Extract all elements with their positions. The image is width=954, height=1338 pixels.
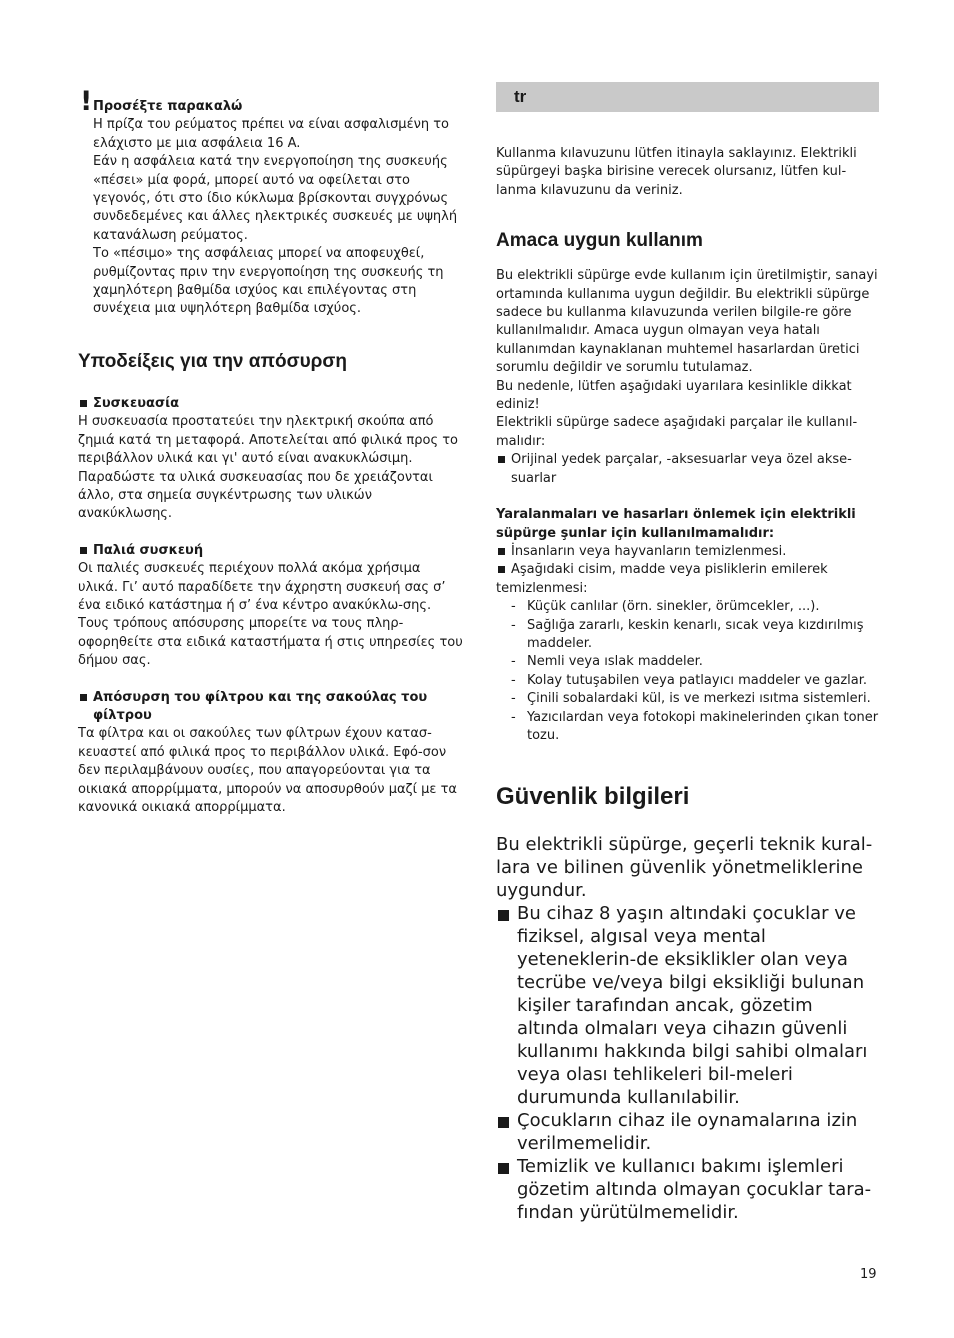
warning-block (78, 88, 463, 319)
square-bullet-icon (498, 1163, 509, 1174)
exclamation-icon: ! (80, 86, 93, 117)
list-item (496, 902, 879, 1109)
square-bullet-icon (498, 456, 505, 463)
list-item (496, 451, 879, 488)
right-column (496, 82, 879, 1224)
dash-item-text: Nemli veya ıslak maddeler. (527, 654, 703, 670)
dash-item: - Sağlığa zararlı, keskin kenarlı, sıcak veya kızdırılmış maddeler. (511, 617, 864, 651)
list-item (496, 1109, 879, 1155)
dash-item-text: Küçük canlılar (örn. sinekler, örümcekler, ...). (527, 599, 820, 615)
list-item (496, 561, 879, 598)
intended-use-paragraph: Bu nedenle, lütfen aşağıdaki uyarılara kesinlikle dikkat ediniz! (496, 378, 852, 413)
dash-item: - Yazıcılardan veya fotokopi makinelerinden çıkan toner tozu. (511, 709, 879, 743)
safety-bullet-text: Temizlik ve kullanıcı bakımı işlemleri gözetim altında olmayan çocuklar tara-fından yürütülmemelidir. (517, 1156, 872, 1224)
language-code: tr (514, 87, 527, 106)
dash-item: - Küçük canlılar (örn. sinekler, örümcekler, ...). (511, 599, 820, 615)
list-item (496, 1155, 879, 1224)
safety-intro: Bu elektrikli süpürge, geçerli teknik kural-lara ve bilinen güvenlik yönetmeliklerine uygundur. (496, 834, 873, 902)
dash-item-text: Çinili sobalardaki kül, is ve merkezi ısıtma sistemleri. (527, 691, 871, 707)
square-bullet-icon (498, 548, 505, 555)
dash-item-text: Kolay tutuşabilen veya patlayıcı maddeler ve gazlar. (527, 672, 868, 688)
page-number: 19 (860, 1267, 877, 1282)
warning-paragraph: Το «πέσιμο» της ασφάλειας μπορεί να αποφευχθεί, ρυθμίζοντας πριν την ενεργοποίηση της συσκευής τη χαμηλότερη βαθμίδα ισχύος και επιλέγοντας στη συνέχεια μια υψηλότερη βαθμίδα ισχύος. (93, 246, 444, 317)
square-bullet-icon (80, 400, 87, 407)
square-bullet-icon (80, 694, 87, 701)
disposal-item (78, 542, 463, 671)
disposal-heading: Υποδείξεις για την απόσυρση (78, 350, 348, 372)
safety-bullet-text: Bu cihaz 8 yaşın altındaki çocuklar ve fiziksel, algısal veya mental yeteneklerin-de eksiklikler olan veya tecrübe ve/veya bilgi eksikliği bulunan kişiler tarafından ancak, gözetim altında olmaları veya cihazın güvenli kullanımı hakkında bilgi sahibi olmaları veya olası tehlikeleri bil-meleri durumunda kullanılabilir. (517, 903, 868, 1109)
disposal-item-text: Τα φίλτρα και οι σακούλες των φίλτρων έχουν κατασ-κευαστεί από φιλικά προς το περιβάλλον υλικά. Εφό-σον δεν περιλαμβάνουν ουσίες, που απαγορεύονται για τα οικιακά απορρίμματα, μπορούν να αποσυρθούν μαζί με τα κανονικά οικιακά απορρίμματα. (78, 726, 457, 815)
dash-item: - Nemli veya ıslak maddeler. (511, 654, 703, 670)
safety-bullet-text: Çocukların cihaz ile oynamalarına izin verilmemelidir. (517, 1110, 858, 1155)
parts-bullet-text: Orijinal yedek parçalar, -aksesuarlar veya özel akse-suarlar (511, 452, 852, 486)
disposal-item-text: Οι παλιές συσκευές περιέχουν πολλά ακόμα χρήσιμα υλικά. Γι’ αυτό παραδίδετε την άχρηστη συσκευή σας σ’ ένα ειδικό κατάστημα ή σ’ ένα κέντρο ανακύκλω-σης. Τους τρόπους απόσυρσης μπορείτε να τους πληρ-οφορηθείτε στα ειδικά καταστήματα ή στις υπηρεσίες του δήμου σας. (78, 561, 463, 669)
disposal-item-text: Η συσκευασία προστατεύει την ηλεκτρική σκούπα από ζημιά κατά τη μεταφορά. Αποτελείται από φιλικά προς το περιβάλλον υλικά και γι' αυτό είναι ανακυκλώσιμη. Παραδώστε τα υλικά συσκευασίας που δε χρειάζονται άλλο, στα σημεία συγκέντρωσης των υλικών ανακύκλωσης. (78, 414, 459, 522)
intended-use-paragraph: Bu elektrikli süpürge evde kullanım için üretilmiştir, sanayi ortamında kullanıma uygun değildir. Bu elektrikli süpürge sadece bu kullanma kılavuzunda verilen bilgile-re göre kullanılmalıdır. Amaca uygun olmayan veya hatalı kullanımdan kaynaklanan muhtemel hasarlardan üretici sorumlu değildir ve sorumlu tutulamaz. (496, 268, 878, 376)
language-bar (496, 82, 879, 112)
safety-heading: Güvenlik bilgileri (496, 783, 690, 811)
warning-paragraph: Η πρίζα του ρεύματος πρέπει να είναι ασφαλισμένη το ελάχιστο με μια ασφάλεια 16 A. (93, 117, 450, 151)
intended-use-paragraph: Elektrikli süpürge sadece aşağıdaki parçalar ile kullanıl-malıdır: (496, 415, 858, 449)
dash-item: - Çinili sobalardaki kül, is ve merkezi ısıtma sistemleri. (511, 691, 871, 707)
square-bullet-icon (498, 910, 509, 921)
dash-item-text: Sağlığa zararlı, keskin kenarlı, sıcak veya kızdırılmış maddeler. (527, 617, 864, 651)
dash-item-text: Yazıcılardan veya fotokopi makinelerinden çıkan toner tozu. (527, 709, 879, 743)
warning-paragraph: Εάν η ασφάλεια κατά την ενεργοποίηση της συσκευής «πέσει» μία φορά, μπορεί αυτό να οφείλεται στο γεγονός, ότι στο ίδιο κύκλωμα βρίσκονται συγχρόνως συνδεδεμένες και άλλες ηλεκτρικές συσκευές με υψηλή κατανάλωση ρεύματος. (93, 154, 458, 243)
disposal-item-title: Συσκευασία (93, 395, 180, 411)
disposal-item-title: Παλιά συσκευή (93, 542, 204, 558)
intended-use-heading: Amaca uygun kullanım (496, 230, 703, 252)
warning-title: Προσέξτε παρακαλώ (93, 99, 243, 114)
disposal-item (78, 689, 463, 818)
not-use-bullet-text: Aşağıdaki cisim, madde veya pisliklerin emilerek temizlenmesi: (496, 562, 828, 596)
square-bullet-icon (80, 547, 87, 554)
not-use-bullet-text: İnsanların veya hayvanların temizlenmesi. (511, 543, 787, 559)
dash-item: - Kolay tutuşabilen veya patlayıcı maddeler ve gazlar. (511, 672, 868, 688)
square-bullet-icon (498, 1117, 509, 1128)
list-item (496, 543, 879, 561)
square-bullet-icon (498, 566, 505, 573)
left-column (78, 88, 463, 817)
disposal-item (78, 395, 463, 524)
disposal-item-title: Απόσυρση του φίλτρου και της σακούλας του φίλτρου (93, 689, 428, 723)
intro-text: Kullanma kılavuzunu lütfen itinayla saklayınız. Elektrikli süpürgeyi başka birisine verecek olursanız, lütfen kul-lanma kılavuzunu da veriniz. (496, 146, 857, 198)
not-use-heading: Yaralanmaları ve hasarları önlemek için elektrikli süpürge şunlar için kullanılmamalıdır: (496, 507, 856, 541)
